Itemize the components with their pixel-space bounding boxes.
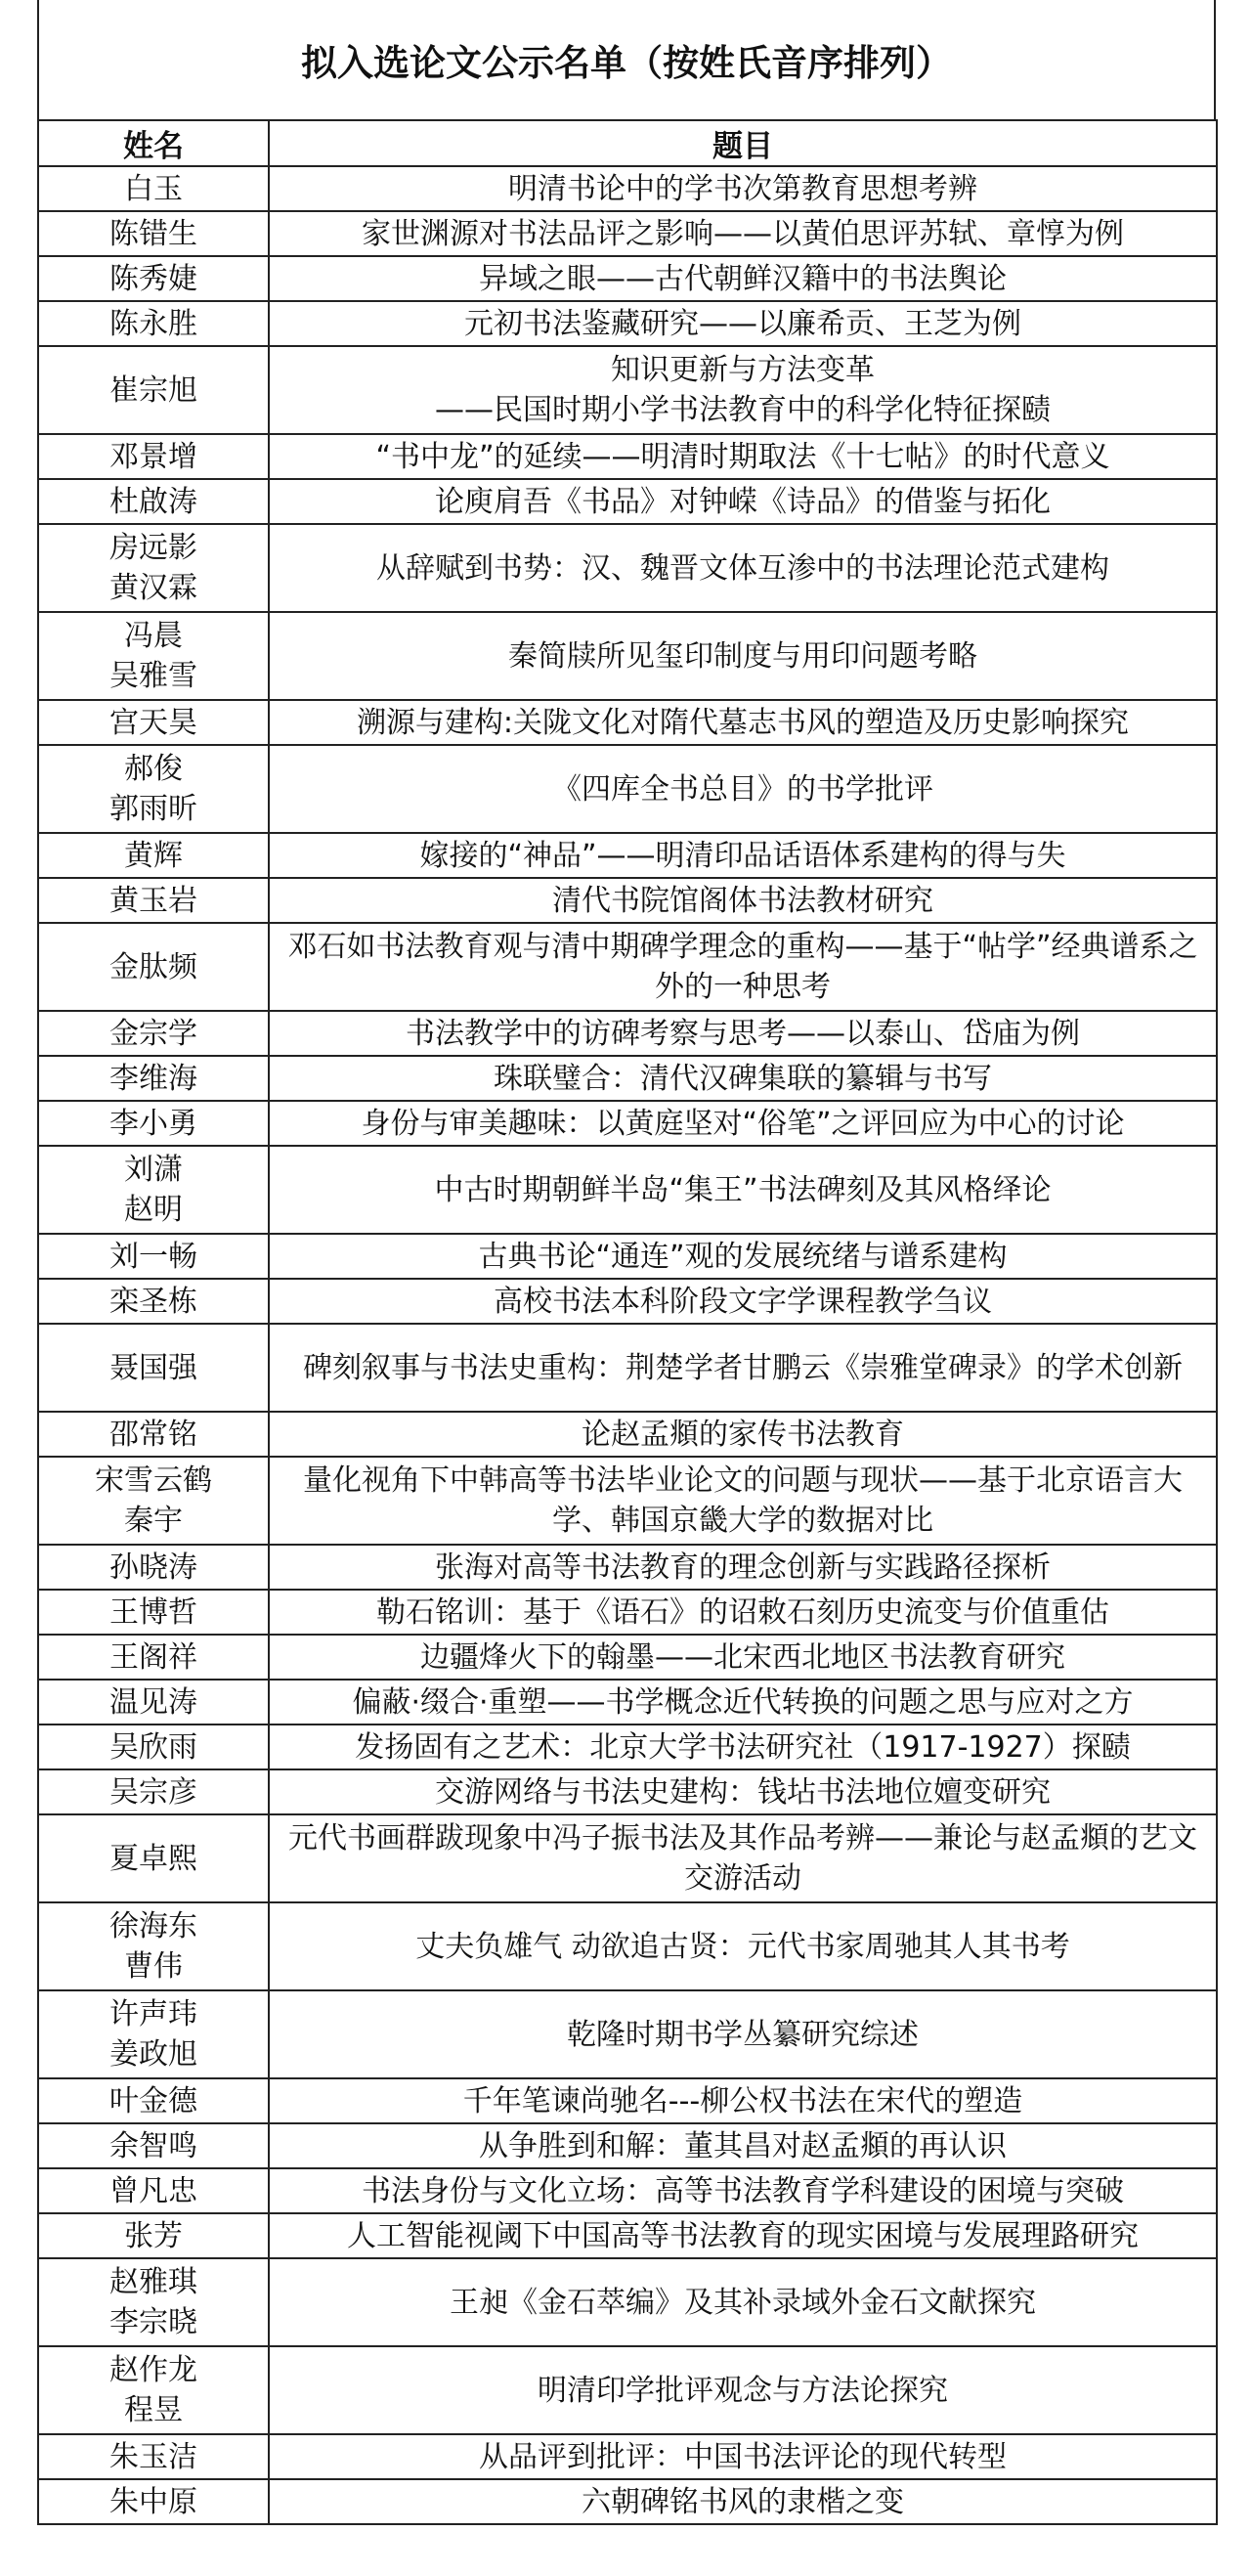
author-name: 温见涛 <box>109 1684 197 1720</box>
table-row <box>38 1725 1217 1769</box>
table-row <box>38 1902 1217 1990</box>
author-cell <box>38 346 269 434</box>
author-cell <box>38 745 269 833</box>
table-row <box>38 2258 1217 2346</box>
topic-cell: 高校书法本科阶段文字学课程教学刍议 <box>269 1279 1217 1324</box>
author-name: 黄汉霖 <box>109 571 197 605</box>
table-row <box>38 1545 1217 1590</box>
author-name: 秦宇 <box>124 1504 183 1538</box>
author-cell <box>38 1769 269 1814</box>
table-row <box>38 2213 1217 2258</box>
topic-cell: 嫁接的“神品”——明清印品话语体系建构的得与失 <box>269 833 1217 878</box>
author-name: 叶金德 <box>109 2083 197 2118</box>
name-column-header: 姓名 <box>38 120 269 166</box>
table-row <box>38 211 1217 256</box>
author-cell <box>38 1814 269 1902</box>
topic-cell: 张海对高等书法教育的理念创新与实践路径探析 <box>269 1545 1217 1590</box>
table-row <box>38 1056 1217 1101</box>
author-cell <box>38 1412 269 1457</box>
topic-cell: 元代书画群跋现象中冯子振书法及其作品考辨——兼论与赵孟頫的艺文交游活动 <box>269 1814 1217 1902</box>
topic-cell: 量化视角下中韩高等书法毕业论文的问题与现状——基于北京语言大学、韩国京畿大学的数据对比 <box>269 1457 1217 1545</box>
author-name: 赵雅琪 <box>109 2265 197 2299</box>
author-cell <box>38 2123 269 2168</box>
author-name: 孙晓涛 <box>109 1550 197 1585</box>
author-name: 聂国强 <box>109 1350 197 1385</box>
author-cell <box>38 1680 269 1725</box>
topic-cell: 王昶《金石萃编》及其补录域外金石文献探究 <box>269 2258 1217 2346</box>
author-name: 宫天昊 <box>109 705 197 740</box>
author-name: 徐海东 <box>109 1909 197 1943</box>
author-name: 张芳 <box>124 2218 183 2253</box>
page-title: 拟入选论文公示名单（按姓氏音序排列） <box>37 0 1216 119</box>
author-cell <box>38 612 269 700</box>
topic-cell: 秦简牍所见玺印制度与用印问题考略 <box>269 612 1217 700</box>
author-cell <box>38 1902 269 1990</box>
table-row <box>38 1990 1217 2078</box>
topic-cell: 边疆烽火下的翰墨——北宋西北地区书法教育研究 <box>269 1635 1217 1680</box>
topic-cell: 勒石铭训：基于《语石》的诏敕石刻历史流变与价值重估 <box>269 1590 1217 1635</box>
table-header-row <box>38 120 1217 166</box>
author-name: 邓景增 <box>109 439 197 474</box>
table-row <box>38 833 1217 878</box>
author-name: 刘潇 <box>124 1153 183 1187</box>
author-name: 李宗晓 <box>109 2305 197 2339</box>
table-row <box>38 923 1217 1011</box>
topic-cell: 发扬固有之艺术：北京大学书法研究社（1917-1927）探赜 <box>269 1725 1217 1769</box>
table-row <box>38 301 1217 346</box>
author-cell <box>38 1146 269 1234</box>
table-row <box>38 434 1217 479</box>
author-cell <box>38 2346 269 2434</box>
topic-cell: 知识更新与方法变革 ——民国时期小学书法教育中的科学化特征探赜 <box>269 346 1217 434</box>
author-name: 栾圣栋 <box>109 1284 197 1319</box>
author-cell <box>38 700 269 745</box>
topic-cell: 丈夫负雄气 动欲追古贤：元代书家周驰其人其书考 <box>269 1902 1217 1990</box>
topic-cell: 清代书院馆阁体书法教材研究 <box>269 878 1217 923</box>
topic-cell: 碑刻叙事与书法史重构：荆楚学者甘鹏云《崇雅堂碑录》的学术创新 <box>269 1324 1217 1412</box>
table-body <box>38 166 1217 2524</box>
topic-cell: 人工智能视阈下中国高等书法教育的现实困境与发展理路研究 <box>269 2213 1217 2258</box>
author-name: 黄辉 <box>124 838 183 873</box>
table-row <box>38 745 1217 833</box>
author-name: 余智鸣 <box>109 2128 197 2163</box>
author-name: 曾凡忠 <box>109 2173 197 2208</box>
author-cell <box>38 256 269 301</box>
topic-column-header: 题目 <box>269 120 1217 166</box>
author-cell <box>38 2213 269 2258</box>
author-name: 杜啟涛 <box>109 484 197 519</box>
author-cell <box>38 878 269 923</box>
author-cell <box>38 2168 269 2213</box>
author-name: 宋雪云鹤 <box>95 1463 212 1498</box>
table-row <box>38 1324 1217 1412</box>
author-name: 李维海 <box>109 1061 197 1096</box>
author-name: 夏卓熙 <box>109 1841 197 1876</box>
topic-cell: 明清书论中的学书次第教育思想考辨 <box>269 166 1217 211</box>
author-name: 郝俊 <box>124 752 183 786</box>
author-name: 陈错生 <box>109 216 197 251</box>
topic-cell: 乾隆时期书学丛纂研究综述 <box>269 1990 1217 2078</box>
table-row <box>38 2346 1217 2434</box>
author-cell <box>38 434 269 479</box>
author-cell <box>38 1457 269 1545</box>
author-cell <box>38 1545 269 1590</box>
topic-cell: “书中龙”的延续——明清时期取法《十七帖》的时代意义 <box>269 434 1217 479</box>
author-cell <box>38 1279 269 1324</box>
topic-cell: 书法教学中的访碑考察与思考——以泰山、岱庙为例 <box>269 1011 1217 1056</box>
topic-cell: 交游网络与书法史建构：钱坫书法地位嬗变研究 <box>269 1769 1217 1814</box>
names-table <box>37 119 1218 2525</box>
table-row <box>38 166 1217 211</box>
author-name: 朱玉洁 <box>109 2439 197 2474</box>
author-name: 金肽频 <box>109 949 197 984</box>
table-row <box>38 878 1217 923</box>
author-name: 姜政旭 <box>109 2037 197 2072</box>
topic-cell: 从辞赋到书势：汉、魏晋文体互渗中的书法理论范式建构 <box>269 524 1217 612</box>
table-row <box>38 1412 1217 1457</box>
author-cell <box>38 1590 269 1635</box>
author-cell <box>38 1101 269 1146</box>
topic-cell: 偏蔽·缀合·重塑——书学概念近代转换的问题之思与应对之方 <box>269 1680 1217 1725</box>
author-name: 邵常铭 <box>109 1417 197 1452</box>
table-row <box>38 1814 1217 1902</box>
author-cell <box>38 833 269 878</box>
topic-cell: 溯源与建构:关陇文化对隋代墓志书风的塑造及历史影响探究 <box>269 700 1217 745</box>
author-name: 王阁祥 <box>109 1639 197 1675</box>
author-name: 王博哲 <box>109 1594 197 1630</box>
author-name: 吴雅雪 <box>109 659 197 693</box>
table-row <box>38 1769 1217 1814</box>
topic-cell: 珠联璧合：清代汉碑集联的纂辑与书写 <box>269 1056 1217 1101</box>
author-cell <box>38 1234 269 1279</box>
table-row <box>38 1590 1217 1635</box>
author-name: 程昱 <box>124 2393 183 2427</box>
table-row <box>38 2434 1217 2479</box>
topic-cell: 明清印学批评观念与方法论探究 <box>269 2346 1217 2434</box>
author-name: 黄玉岩 <box>109 883 197 918</box>
author-cell <box>38 1635 269 1680</box>
topic-cell: 从争胜到和解：董其昌对赵孟頫的再认识 <box>269 2123 1217 2168</box>
topic-cell: 古典书论“通连”观的发展统绪与谱系建构 <box>269 1234 1217 1279</box>
author-name: 郭雨昕 <box>109 792 197 826</box>
author-cell <box>38 479 269 524</box>
table-row <box>38 2078 1217 2123</box>
author-name: 崔宗旭 <box>109 372 197 408</box>
table-row <box>38 1457 1217 1545</box>
author-name: 陈秀婕 <box>109 261 197 296</box>
author-name: 赵明 <box>124 1193 183 1227</box>
author-cell <box>38 1011 269 1056</box>
topic-cell: 书法身份与文化立场：高等书法教育学科建设的困境与突破 <box>269 2168 1217 2213</box>
table-row <box>38 1011 1217 1056</box>
table-row <box>38 256 1217 301</box>
author-cell <box>38 1725 269 1769</box>
topic-cell: 家世渊源对书法品评之影响——以黄伯思评苏轼、章惇为例 <box>269 211 1217 256</box>
author-name: 刘一畅 <box>109 1239 197 1274</box>
author-cell <box>38 524 269 612</box>
topic-cell: 千年笔谏尚驰名---柳公权书法在宋代的塑造 <box>269 2078 1217 2123</box>
author-cell <box>38 211 269 256</box>
table-row <box>38 1279 1217 1324</box>
author-name: 朱中原 <box>109 2484 197 2519</box>
author-name: 金宗学 <box>109 1016 197 1051</box>
topic-cell: 六朝碑铭书风的隶楷之变 <box>269 2479 1217 2524</box>
author-cell <box>38 1056 269 1101</box>
author-name: 冯晨 <box>124 619 183 653</box>
table-row <box>38 479 1217 524</box>
author-name: 吴宗彦 <box>109 1774 197 1810</box>
author-cell <box>38 1324 269 1412</box>
table-row <box>38 612 1217 700</box>
author-name: 白玉 <box>124 171 183 206</box>
topic-cell: 论庾肩吾《书品》对钟嵘《诗品》的借鉴与拓化 <box>269 479 1217 524</box>
table-row <box>38 1101 1217 1146</box>
table-row <box>38 1146 1217 1234</box>
author-cell <box>38 301 269 346</box>
topic-cell: 从品评到批评：中国书法评论的现代转型 <box>269 2434 1217 2479</box>
author-name: 赵作龙 <box>109 2353 197 2387</box>
table-row <box>38 2479 1217 2524</box>
topic-cell: 异域之眼——古代朝鲜汉籍中的书法舆论 <box>269 256 1217 301</box>
author-name: 陈永胜 <box>109 306 197 341</box>
author-cell <box>38 2078 269 2123</box>
table-row <box>38 1234 1217 1279</box>
table-row <box>38 2168 1217 2213</box>
table-row <box>38 700 1217 745</box>
topic-cell: 中古时期朝鲜半岛“集王”书法碑刻及其风格绎论 <box>269 1146 1217 1234</box>
table-row <box>38 1680 1217 1725</box>
author-name: 许声玮 <box>109 1997 197 2031</box>
table-row <box>38 346 1217 434</box>
topic-cell: 论赵孟頫的家传书法教育 <box>269 1412 1217 1457</box>
table-row <box>38 1635 1217 1680</box>
table-row <box>38 524 1217 612</box>
author-cell <box>38 166 269 211</box>
table-row <box>38 2123 1217 2168</box>
author-cell <box>38 1990 269 2078</box>
author-name: 吴欣雨 <box>109 1729 197 1765</box>
author-cell <box>38 2479 269 2524</box>
topic-cell: 身份与审美趣味：以黄庭坚对“俗笔”之评回应为中心的讨论 <box>269 1101 1217 1146</box>
author-cell <box>38 2258 269 2346</box>
author-cell <box>38 2434 269 2479</box>
topic-cell: 《四库全书总目》的书学批评 <box>269 745 1217 833</box>
author-name: 李小勇 <box>109 1106 197 1141</box>
author-name: 曹伟 <box>124 1949 183 1984</box>
topic-cell: 元初书法鉴藏研究——以廉希贡、王芝为例 <box>269 301 1217 346</box>
author-cell <box>38 923 269 1011</box>
author-name: 房远影 <box>109 531 197 565</box>
topic-cell: 邓石如书法教育观与清中期碑学理念的重构——基于“帖学”经典谱系之外的一种思考 <box>269 923 1217 1011</box>
